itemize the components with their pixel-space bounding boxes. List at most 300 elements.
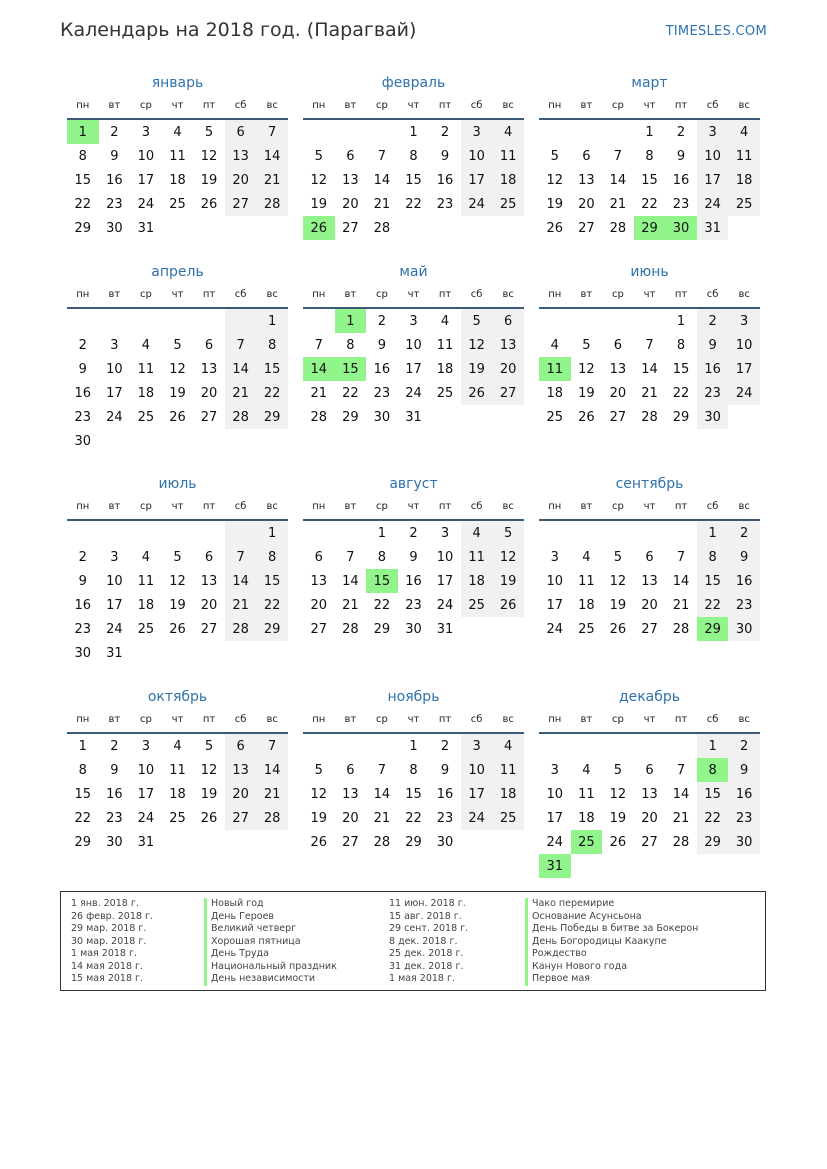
day[interactable]: 16 — [106, 172, 123, 188]
day[interactable]: 29 — [74, 834, 92, 850]
day[interactable]: 17 — [461, 782, 493, 806]
day[interactable]: 9 — [110, 762, 119, 778]
day[interactable]: 15 — [405, 786, 422, 802]
day[interactable]: 29 — [697, 830, 729, 854]
day[interactable]: 15 — [641, 172, 658, 188]
day[interactable]: 19 — [546, 196, 564, 212]
day[interactable]: 24 — [461, 192, 493, 216]
day[interactable]: 19 — [169, 597, 186, 613]
day[interactable]: 27 — [200, 621, 218, 637]
day[interactable]: 17 — [697, 168, 729, 192]
day[interactable]: 15 — [405, 172, 422, 188]
holiday-day[interactable]: 1 — [335, 309, 367, 333]
day[interactable]: 20 — [225, 782, 257, 806]
day[interactable]: 9 — [697, 333, 729, 357]
day[interactable]: 9 — [78, 361, 87, 377]
day[interactable]: 5 — [314, 762, 323, 778]
day[interactable]: 25 — [169, 810, 186, 826]
day[interactable]: 5 — [550, 148, 559, 164]
day[interactable]: 23 — [106, 810, 123, 826]
day[interactable]: 19 — [609, 597, 627, 613]
day[interactable]: 4 — [492, 734, 524, 758]
day[interactable]: 31 — [697, 216, 729, 240]
day[interactable]: 22 — [405, 196, 422, 212]
day[interactable]: 15 — [697, 782, 729, 806]
day[interactable]: 24 — [436, 597, 454, 613]
day[interactable]: 15 — [74, 786, 92, 802]
day[interactable]: 1 — [256, 309, 288, 333]
day[interactable]: 3 — [697, 120, 729, 144]
day[interactable]: 11 — [728, 144, 760, 168]
day[interactable]: 12 — [310, 172, 328, 188]
day[interactable]: 26 — [546, 220, 564, 236]
day[interactable]: 26 — [609, 834, 627, 850]
day[interactable]: 24 — [546, 621, 564, 637]
day[interactable]: 15 — [697, 569, 729, 593]
day[interactable]: 17 — [546, 810, 564, 826]
day[interactable]: 1 — [256, 521, 288, 545]
day[interactable]: 9 — [409, 549, 418, 565]
day[interactable]: 24 — [137, 196, 155, 212]
day[interactable]: 18 — [492, 168, 524, 192]
day[interactable]: 10 — [405, 337, 422, 353]
day[interactable]: 27 — [641, 621, 658, 637]
day[interactable]: 16 — [74, 597, 92, 613]
holiday-day[interactable]: 30 — [665, 216, 697, 240]
day[interactable]: 12 — [461, 333, 493, 357]
day[interactable]: 6 — [314, 549, 323, 565]
day[interactable]: 16 — [74, 385, 92, 401]
day[interactable]: 22 — [256, 381, 288, 405]
day[interactable]: 19 — [169, 385, 186, 401]
day[interactable]: 3 — [461, 120, 493, 144]
day[interactable]: 22 — [405, 810, 422, 826]
day[interactable]: 4 — [440, 313, 450, 329]
day[interactable]: 18 — [492, 782, 524, 806]
day[interactable]: 5 — [613, 762, 623, 778]
day[interactable]: 4 — [550, 337, 559, 353]
day[interactable]: 27 — [342, 220, 359, 236]
day[interactable]: 22 — [342, 385, 359, 401]
day[interactable]: 9 — [728, 545, 760, 569]
day[interactable]: 28 — [373, 834, 391, 850]
day[interactable]: 23 — [697, 381, 729, 405]
day[interactable]: 8 — [697, 545, 729, 569]
day[interactable]: 21 — [672, 810, 690, 826]
day[interactable]: 5 — [173, 549, 182, 565]
day[interactable]: 26 — [578, 409, 595, 425]
day[interactable]: 2 — [440, 124, 450, 140]
day[interactable]: 2 — [728, 521, 760, 545]
day[interactable]: 27 — [225, 806, 257, 830]
day[interactable]: 12 — [492, 545, 524, 569]
day[interactable]: 26 — [169, 409, 186, 425]
day[interactable]: 5 — [492, 521, 524, 545]
day[interactable]: 25 — [137, 409, 155, 425]
day[interactable]: 1 — [697, 734, 729, 758]
day[interactable]: 28 — [373, 220, 391, 236]
day[interactable]: 19 — [200, 172, 218, 188]
day[interactable]: 6 — [346, 148, 355, 164]
day[interactable]: 26 — [169, 621, 186, 637]
day[interactable]: 13 — [492, 333, 524, 357]
day[interactable]: 14 — [609, 172, 627, 188]
day[interactable]: 25 — [546, 409, 564, 425]
day[interactable]: 11 — [578, 573, 595, 589]
day[interactable]: 4 — [173, 124, 182, 140]
day[interactable]: 2 — [440, 738, 450, 754]
day[interactable]: 7 — [645, 337, 654, 353]
day[interactable]: 12 — [310, 786, 328, 802]
day[interactable]: 25 — [436, 385, 454, 401]
day[interactable]: 30 — [728, 617, 760, 641]
day[interactable]: 19 — [461, 357, 493, 381]
day[interactable]: 16 — [405, 573, 422, 589]
day[interactable]: 8 — [377, 549, 387, 565]
day[interactable]: 3 — [409, 313, 418, 329]
day[interactable]: 6 — [346, 762, 355, 778]
holiday-day[interactable]: 26 — [303, 216, 335, 240]
day[interactable]: 7 — [676, 549, 686, 565]
day[interactable]: 20 — [641, 597, 658, 613]
day[interactable]: 10 — [106, 573, 123, 589]
day[interactable]: 28 — [672, 621, 690, 637]
day[interactable]: 9 — [110, 148, 119, 164]
day[interactable]: 15 — [74, 172, 92, 188]
day[interactable]: 10 — [137, 148, 155, 164]
day[interactable]: 30 — [728, 830, 760, 854]
day[interactable]: 16 — [436, 172, 454, 188]
day[interactable]: 20 — [342, 196, 359, 212]
day[interactable]: 2 — [697, 309, 729, 333]
day[interactable]: 4 — [582, 762, 591, 778]
day[interactable]: 3 — [550, 762, 559, 778]
holiday-day[interactable]: 29 — [634, 216, 666, 240]
day[interactable]: 6 — [613, 337, 623, 353]
day[interactable]: 13 — [225, 758, 257, 782]
day[interactable]: 2 — [78, 549, 87, 565]
day[interactable]: 16 — [106, 786, 123, 802]
day[interactable]: 21 — [641, 385, 658, 401]
day[interactable]: 10 — [697, 144, 729, 168]
holiday-day[interactable]: 14 — [303, 357, 335, 381]
day[interactable]: 14 — [641, 361, 658, 377]
day[interactable]: 10 — [137, 762, 155, 778]
day[interactable]: 15 — [672, 361, 690, 377]
day[interactable]: 30 — [373, 409, 391, 425]
day[interactable]: 20 — [200, 597, 218, 613]
day[interactable]: 24 — [106, 409, 123, 425]
day[interactable]: 25 — [137, 621, 155, 637]
day[interactable]: 3 — [110, 549, 119, 565]
day[interactable]: 28 — [310, 409, 328, 425]
day[interactable]: 5 — [314, 148, 323, 164]
day[interactable]: 27 — [200, 409, 218, 425]
day[interactable]: 22 — [256, 593, 288, 617]
day[interactable]: 28 — [342, 621, 359, 637]
day[interactable]: 14 — [342, 573, 359, 589]
day[interactable]: 4 — [728, 120, 760, 144]
day[interactable]: 19 — [492, 569, 524, 593]
day[interactable]: 5 — [461, 309, 493, 333]
day[interactable]: 9 — [440, 762, 450, 778]
day[interactable]: 16 — [672, 172, 690, 188]
day[interactable]: 1 — [697, 521, 729, 545]
day[interactable]: 26 — [492, 593, 524, 617]
day[interactable]: 19 — [310, 196, 328, 212]
day[interactable]: 14 — [225, 569, 257, 593]
day[interactable]: 3 — [110, 337, 119, 353]
day[interactable]: 7 — [346, 549, 355, 565]
day[interactable]: 6 — [492, 309, 524, 333]
day[interactable]: 21 — [225, 593, 257, 617]
day[interactable]: 14 — [256, 758, 288, 782]
day[interactable]: 12 — [609, 786, 627, 802]
day[interactable]: 28 — [609, 220, 627, 236]
day[interactable]: 29 — [405, 834, 422, 850]
day[interactable]: 24 — [546, 834, 564, 850]
day[interactable]: 11 — [461, 545, 493, 569]
day[interactable]: 11 — [169, 148, 186, 164]
day[interactable]: 8 — [78, 148, 87, 164]
day[interactable]: 3 — [461, 734, 493, 758]
day[interactable]: 12 — [609, 573, 627, 589]
day[interactable]: 14 — [256, 144, 288, 168]
day[interactable]: 16 — [373, 361, 391, 377]
day[interactable]: 8 — [645, 148, 654, 164]
day[interactable]: 23 — [728, 593, 760, 617]
holiday-day[interactable]: 15 — [335, 357, 367, 381]
holiday-day[interactable]: 25 — [571, 830, 603, 854]
day[interactable]: 8 — [346, 337, 355, 353]
day[interactable]: 2 — [110, 738, 119, 754]
day[interactable]: 1 — [78, 738, 87, 754]
holiday-day[interactable]: 8 — [697, 758, 729, 782]
day[interactable]: 10 — [546, 573, 564, 589]
day[interactable]: 17 — [546, 597, 564, 613]
holiday-day[interactable]: 31 — [539, 854, 571, 878]
day[interactable]: 2 — [728, 734, 760, 758]
day[interactable]: 18 — [728, 168, 760, 192]
day[interactable]: 16 — [728, 569, 760, 593]
day[interactable]: 31 — [137, 220, 155, 236]
day[interactable]: 3 — [550, 549, 559, 565]
day[interactable]: 10 — [436, 549, 454, 565]
day[interactable]: 10 — [728, 333, 760, 357]
day[interactable]: 2 — [676, 124, 686, 140]
day[interactable]: 3 — [141, 124, 151, 140]
day[interactable]: 4 — [173, 738, 182, 754]
day[interactable]: 24 — [697, 192, 729, 216]
day[interactable]: 21 — [256, 782, 288, 806]
day[interactable]: 20 — [578, 196, 595, 212]
day[interactable]: 29 — [256, 617, 288, 641]
day[interactable]: 21 — [256, 168, 288, 192]
day[interactable]: 22 — [697, 593, 729, 617]
day[interactable]: 21 — [672, 597, 690, 613]
day[interactable]: 19 — [578, 385, 595, 401]
day[interactable]: 13 — [609, 361, 627, 377]
day[interactable]: 25 — [728, 192, 760, 216]
day[interactable]: 8 — [256, 545, 288, 569]
day[interactable]: 12 — [200, 148, 218, 164]
day[interactable]: 22 — [641, 196, 658, 212]
day[interactable]: 24 — [728, 381, 760, 405]
day[interactable]: 4 — [141, 549, 151, 565]
day[interactable]: 10 — [461, 758, 493, 782]
day[interactable]: 7 — [225, 545, 257, 569]
day[interactable]: 6 — [204, 337, 214, 353]
day[interactable]: 13 — [641, 786, 658, 802]
day[interactable]: 27 — [225, 192, 257, 216]
day[interactable]: 30 — [436, 834, 454, 850]
day[interactable]: 8 — [409, 762, 418, 778]
day[interactable]: 23 — [436, 810, 454, 826]
day[interactable]: 26 — [200, 196, 218, 212]
day[interactable]: 13 — [310, 573, 328, 589]
day[interactable]: 13 — [578, 172, 595, 188]
day[interactable]: 31 — [436, 621, 454, 637]
day[interactable]: 26 — [461, 381, 493, 405]
holiday-day[interactable]: 11 — [539, 357, 571, 381]
day[interactable]: 18 — [436, 361, 454, 377]
day[interactable]: 5 — [173, 337, 182, 353]
day[interactable]: 11 — [169, 762, 186, 778]
day[interactable]: 14 — [373, 172, 391, 188]
day[interactable]: 31 — [106, 645, 123, 661]
day[interactable]: 2 — [78, 337, 87, 353]
day[interactable]: 10 — [106, 361, 123, 377]
day[interactable]: 24 — [405, 385, 422, 401]
day[interactable]: 21 — [609, 196, 627, 212]
day[interactable]: 14 — [672, 573, 690, 589]
day[interactable]: 4 — [141, 337, 151, 353]
holiday-day[interactable]: 15 — [366, 569, 398, 593]
day[interactable]: 17 — [137, 786, 155, 802]
day[interactable]: 24 — [461, 806, 493, 830]
day[interactable]: 12 — [578, 361, 595, 377]
day[interactable]: 19 — [609, 810, 627, 826]
day[interactable]: 26 — [609, 621, 627, 637]
day[interactable]: 17 — [106, 597, 123, 613]
day[interactable]: 21 — [225, 381, 257, 405]
day[interactable]: 25 — [461, 593, 493, 617]
day[interactable]: 29 — [373, 621, 391, 637]
day[interactable]: 9 — [676, 148, 686, 164]
day[interactable]: 8 — [409, 148, 418, 164]
day[interactable]: 14 — [672, 786, 690, 802]
day[interactable]: 22 — [74, 196, 92, 212]
day[interactable]: 25 — [492, 192, 524, 216]
day[interactable]: 7 — [676, 762, 686, 778]
day[interactable]: 22 — [697, 806, 729, 830]
day[interactable]: 7 — [377, 148, 387, 164]
day[interactable]: 5 — [613, 549, 623, 565]
day[interactable]: 18 — [461, 569, 493, 593]
day[interactable]: 20 — [492, 357, 524, 381]
day[interactable]: 10 — [461, 144, 493, 168]
day[interactable]: 14 — [225, 357, 257, 381]
day[interactable]: 5 — [582, 337, 591, 353]
day[interactable]: 16 — [436, 786, 454, 802]
day[interactable]: 1 — [409, 124, 418, 140]
day[interactable]: 11 — [578, 786, 595, 802]
day[interactable]: 16 — [728, 782, 760, 806]
day[interactable]: 7 — [225, 333, 257, 357]
day[interactable]: 7 — [256, 120, 288, 144]
day[interactable]: 12 — [546, 172, 564, 188]
day[interactable]: 20 — [609, 385, 627, 401]
day[interactable]: 18 — [578, 597, 595, 613]
day[interactable]: 12 — [200, 762, 218, 778]
day[interactable]: 30 — [74, 433, 92, 449]
day[interactable]: 6 — [645, 549, 654, 565]
day[interactable]: 21 — [342, 597, 359, 613]
day[interactable]: 4 — [492, 120, 524, 144]
day[interactable]: 15 — [256, 357, 288, 381]
day[interactable]: 23 — [405, 597, 422, 613]
day[interactable]: 1 — [409, 738, 418, 754]
day[interactable]: 2 — [110, 124, 119, 140]
day[interactable]: 3 — [440, 525, 450, 541]
day[interactable]: 11 — [137, 361, 155, 377]
day[interactable]: 30 — [106, 220, 123, 236]
day[interactable]: 10 — [546, 786, 564, 802]
day[interactable]: 1 — [676, 313, 686, 329]
day[interactable]: 21 — [373, 196, 391, 212]
day[interactable]: 4 — [582, 549, 591, 565]
day[interactable]: 18 — [546, 385, 564, 401]
day[interactable]: 8 — [78, 762, 87, 778]
day[interactable]: 7 — [314, 337, 323, 353]
day[interactable]: 27 — [342, 834, 359, 850]
day[interactable]: 18 — [169, 786, 186, 802]
day[interactable]: 30 — [106, 834, 123, 850]
day[interactable]: 11 — [436, 337, 454, 353]
day[interactable]: 27 — [492, 381, 524, 405]
day[interactable]: 17 — [137, 172, 155, 188]
day[interactable]: 17 — [405, 361, 422, 377]
day[interactable]: 18 — [578, 810, 595, 826]
day[interactable]: 19 — [310, 810, 328, 826]
day[interactable]: 21 — [373, 810, 391, 826]
day[interactable]: 20 — [225, 168, 257, 192]
day[interactable]: 24 — [106, 621, 123, 637]
day[interactable]: 26 — [200, 810, 218, 826]
day[interactable]: 29 — [672, 409, 690, 425]
day[interactable]: 6 — [225, 734, 257, 758]
day[interactable]: 11 — [492, 758, 524, 782]
day[interactable]: 11 — [137, 573, 155, 589]
day[interactable]: 14 — [373, 786, 391, 802]
day[interactable]: 6 — [225, 120, 257, 144]
day[interactable]: 27 — [609, 409, 627, 425]
day[interactable]: 28 — [256, 806, 288, 830]
day[interactable]: 1 — [377, 525, 387, 541]
day[interactable]: 7 — [613, 148, 623, 164]
day[interactable]: 23 — [74, 409, 92, 425]
day[interactable]: 29 — [74, 220, 92, 236]
day[interactable]: 28 — [225, 617, 257, 641]
day[interactable]: 13 — [200, 573, 218, 589]
day[interactable]: 5 — [204, 124, 214, 140]
day[interactable]: 18 — [169, 172, 186, 188]
day[interactable]: 24 — [137, 810, 155, 826]
day[interactable]: 2 — [377, 313, 387, 329]
day[interactable]: 6 — [582, 148, 591, 164]
day[interactable]: 27 — [641, 834, 658, 850]
day[interactable]: 18 — [137, 597, 155, 613]
